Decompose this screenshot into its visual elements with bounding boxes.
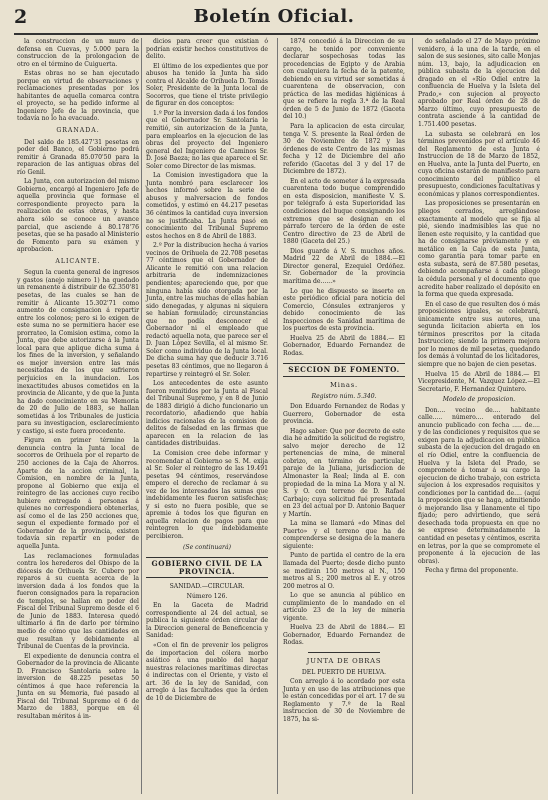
section-heading-granada: GRANADA. — [56, 127, 100, 135]
paragraph: Figura en primer término la denuncia contra la Junta local de socorros de Orihuela por el reparto de 250 acciones de la Caja de Ahorros. Aparte de la accion criminal, la Comision, en nombre de la Junta, propone al Gobierno que exija el reintegro de las acciones cuyo recibo hubiere entregado á personas á quienes no correspondiera obtenerlas, así como el de las 250 acciones que, segun el expediente formado por el Gobernador de la provincia, existen todavía sin repartir en poder de aquella Junta. — [17, 437, 139, 550]
section-heading-modelo: Modelo de proposicion. — [442, 396, 516, 404]
subsection-heading: DEL PUERTO DE HUELVA. — [301, 668, 387, 676]
paragraph: Con arreglo á lo acordado por esta Junta y en uso de las atribuciones que le están concedidas por el art. 17 de su Reglamento y 7.º de la Real instruccion de 30 de Noviembre de 1875, ha si- — [283, 678, 405, 723]
column-1 — [17, 38, 139, 723]
section-heading-alicante: ALICANTE. — [55, 257, 101, 265]
paragraph: Punto de partida el centro de la era llamada del Puerto; desde dicho punto se medirán 150 metros al N., 150 metros al S.; 200 metros al E. y otros 200 metros al O. — [283, 552, 405, 590]
column-3 — [283, 38, 405, 725]
paragraph: Segun la cuenta general de ingresos y gastos (anejo número 1) ha quedado un remanente á distribuir de 62.350'81 pesetas, de las cuales se han de remitir á Alicante 15.302'71 como aumento de consignacion á repartir entre los colonos; pero si lo exigen de este suma no se permitiera hacer ese prorrateo, la Comision estima, como la Junta, que debe autorizarse á la Junta local para que aplique dicha suma á los fines de la inversion, y señalando es mejor inversion entre las más necesitadas de los que sufrieron perjuicios en la inundacion. Los inexactitudes abusos cometidos en la provincia de Alicante, y de que la Junta ha dado conocimiento en su Memoria de 20 de Julio de 1883, se hallan sometidas á los Tribunales de justicia para su investigacion, esclarecimiento y castigo, si este fuera procedente. — [17, 269, 139, 435]
section-heading-minas: Minas. — [329, 380, 358, 389]
paragraph: Lo que he dispuesto se inserte en este periódico oficial para noticia del Comercio, Cónsules extranjeros y debido conocimiento de las Inspecciones de Sanidad marítima de los puertos de esta provincia. — [283, 287, 405, 333]
signature: Huelva 15 de Abril de 1884.— El Vicepresidente, M. Vazquez López.—El Secretario, F. Hernandez Quintero. — [418, 370, 540, 393]
paragraph: La Junta, con autorizacion del mismo Gobierno, encargó al Ingeniero Jefe de aquella provincia que formase el correspondiente proyecto para la realizacion de estas obras, y hasta ahora sólo se conoce un avance parcial, que asciende á 80.178'76 pesetas, que se ha pasado al Ministerio de Fomento para su exámen y aprobacion. — [17, 178, 139, 254]
paragraph: El expediente de denuncia contra el Gobernador de la provincia de Alicante D. Francisco Santolaria sobre la inversion de 48.225 pesetas 50 céntimos á que hace referencia la Junta en su Memoria, fué pasado al Fiscal del Tribunal Supremo el 6 de Marzo de 1883, porque en él resultaban méritos á in- — [17, 652, 139, 721]
separator — [308, 652, 380, 653]
column-divider — [412, 38, 413, 794]
paragraph: En el acto de someter á la expresada cuarentena todo buque comprendido en esta disposicion, manifieste V. S. por telégrafo á esta Superioridad las condiciones del buque consignando los extremos que se designan en el párrafo tercero de la órden de este Centro directivo de 23 de Abril de 1880 (Gaceta del 25.) — [283, 177, 405, 246]
signature: Huelva 23 de Abril de 1884.— El Gobernador, Eduardo Fernandez de Rodas. — [283, 624, 405, 647]
paragraph: En la Gaceta de Madrid correspondiente al 24 del actual, se publica la siguiente órden circular de la Direccion general de Beneficencia y Sanidad: — [146, 602, 268, 640]
paragraph: Las proposiciones se presentarán en pliegos cerrados, arreglándose exactamente al modelo que se fija al pié, siendo inadmisibles las que no llenen este requisito, y la cantidad que ha de consignarse préviamente y en metálico en la Caja de esta Junta, como garantía para tomar parte en esta subasta, será de 87.580 pesetas, debiendo acompañarse á cada pliego la cédula personal y el documento que acredite haber realizado el depósito en la forma que queda expresada. — [418, 200, 540, 299]
paragraph: Las reclamaciones formuladas contra los herederos del Obispo de la diócesis de Orihuela Sr. Cubero por reparos á su cuenta acerca de la inversion dada á los fondos que la fueron consignados para la reparacion de templos, se hallan en poder del Fiscal del Tribunal Supremo desde el 6 de Junio de 1883. Interesa quedó ultimarlo á fin de darlo por término medio de cómo que las cantidades en que resultan y debidamente al Tribunal de Cuentas de la provincia. — [17, 552, 139, 651]
signature: Huelva 25 de Abril de 1884.— El Gobernador, Eduardo Fernandez de Rodas. — [283, 334, 405, 357]
paragraph: Dios guarde á V. S. muchos años. Madrid 22 de Abril de 1884.—El Director general, Ezequiel Ordóñez. Sr. Gobernador de la provincia marítima de......» — [283, 247, 405, 285]
paragraph: 2.º Por la distribucion hecha á varios vecinos de Orihuela de 22.708 pesetas 77 céntimos que el Gobernador de Alicante le remitió con una relacion arbitraria de indemnizaciones pendientes; apareciendo que, por que ninguna había sido otorgada por la Junta, entre las muchas de ellas habían sido denegadas, y algunas ni siquiera se habían formulado; circunstancias que no podía desconocer el Gobernador ni el empleado que redactó aquella nota, que parece ser el D. Juan López Sevilla, el al mismo Sr. Soler como individuo de la Junta local. De dicha suma hay que deducir 3.716 pesetas 83 céntimos, que no llegaron á repartirse y reintegró el Sr. Soler. — [146, 242, 268, 378]
paragraph: «Con el fin de prevenir los peligros de importacion del cólera morbo asiático á una pueblo del hagar nuestras relaciones marítimas directas é indirectas con el Oriente, y visto el art. 36 de la ley de Sanidad, con arreglo á las facultades que la órden de 10 de Diciembre de — [146, 642, 268, 702]
paragraph: Los antecedentes de este asunto fueron remitidos por la Junta al Fiscal del Tribunal Supremo, y en 8 de Junio de 1883 dirigió á dicho funcionario un recordatorio, añadiendo que había indicios racionales de la comision de delitos de falsedad en las firmas que aparecen en la relacion de las cantidades distribuidas. — [146, 380, 268, 448]
paragraph: En el caso de que resulten dos ó más proposiciones iguales, se celebrará, únicamente entre sus autores, una segunda licitacion abierta en los términos prescritos por la citada Instruccion; siendo la primera mejora por lo menos de mil pesetas, quedando los demás á voluntad de los licitadores, siempre que no bajen de cien pesetas. — [418, 300, 540, 368]
section-heading-gobierno: GOBIERNO CIVIL DE LA PROVINCIA. — [146, 557, 268, 578]
publication-title: Boletín Oficial. — [193, 6, 355, 27]
page-number: 2 — [14, 6, 28, 28]
paragraph: Lo que se anuncia al público en cumplimiento de lo mandado en el artículo 23 de la ley de minería vigente. — [283, 592, 405, 622]
paragraph: Estas obras no se han ejecutado porque en virtud de observaciones y reclamaciones presentadas por los habitantes de aquella comarca contra el proyecto, se ha pedido informe al Ingeniero Jefe de la provincia, que todavía no lo ha evacuado. — [17, 70, 139, 123]
paragraph: La Comision cree debe informar y recomendar al Gobierno se S. M. exija al Sr. Soler el reintegro de las 19.491 pesetas 94 céntimos, reservándose empero el derecho de reclamar á su vez de los interesados las sumas que indebidamente les fueron satisfechas; y si esto no fuera posible, que se apremie á todos los que figuran en aquella relacion de pagos para que reintegren lo que indebidamente percibieron. — [146, 449, 268, 540]
paragraph: La mina se llamará «do Minas del Puerto» y el terreno que ha de comprenderse se designa de la manera siguiente: — [283, 520, 405, 550]
column-divider — [277, 38, 278, 794]
paragraph: Hago saber: Que por decreto de este dia he admitido la solicitud de registro, salvo mejor derecho de 12 pertenencias de mina, de mineral cobrizo, en término de particular, paraje de la Juliana, jurisdiccion de Almonaster la Real; linda al E. con propiedad de la mina La Mora y al N. S. y O. con terreno de D. Rafael Carbajo; cuya solicitud fué presentada en 23 del actual por D. Antonio Baquer y Martín. — [283, 427, 405, 518]
paragraph: Para la aplicacion de esta circular, tenga V. S. presente la Real órden de 30 de Noviembre de 1872 y las órdenes de este Centro de las mismas fecha y 12 de Diciembre del año referido (Gacetas del 3 y del 17 de Diciembre de 1872). — [283, 123, 405, 176]
paragraph: do señalado el 27 de Mayo próximo venidero, á la una de la tarde, en el salon de sus sesiones, sito calle Monjas núm. 13, bajo, la adjudicacion en pública subasta de la ejecucion del dragado en el «Río Odiel entre la confluencia de Huelva y la Isleta del Prado,» con sujecion al proyecto aprobado por Real órden de 28 de Marzo último, cuyo presupuesto de contrata asciende á la cantidad de 1.751.400 pesetas. — [418, 38, 540, 129]
subsection-heading: SANIDAD.—CIRCULAR. — [169, 583, 245, 591]
number-label: Número 126. — [186, 592, 228, 600]
column-2 — [146, 38, 268, 704]
paragraph: Don Eduardo Fernandez de Rodas y Guerrero, Gobernador de esta provincia. — [283, 403, 405, 426]
paragraph: Del saldo de 185.427'31 pesetas en poder del Banco, el Gobierno podrá remitir á Granada 85.070'50 para la reparacion de las antiguas obras del río Genil. — [17, 138, 139, 176]
section-heading-fomento: SECCION DE FOMENTO. — [283, 363, 405, 377]
paragraph: Fecha y firma del proponente. — [425, 567, 519, 575]
header-rule — [14, 33, 538, 35]
paragraph: 1.º Por la inversion dada á los fondos que el Gobernador Sr. Santolaria le remitió, sin autorizacion de la Junta, para emplearlos en la ejecucion de las obras del proyecto del Ingeniero general del Ingeniero de Caminos Sr. D. José Baeza; no las que aparece el Sr. Soler como Director de las mismas. — [146, 109, 268, 170]
column-4 — [418, 38, 540, 577]
paragraph: Don.... vecino de.... habitante calle..... número.... enterado del anuncio publicado con fecha ..... de.... y de las condiciones y requisitos que se exigen para la adjudicacion en pública subasta de la ejecucion del dragado en el río Odiel, entre la confluencia de Huelva y la Isleta del Prado, se compromete á tomar á su cargo la ejecucion de dicho trabajo, con estricta sujecion á los expresados requisitos y condiciones por la cantidad de.... (aquí la proposicion que se haga, admitiendo ó mejorando lisa y llanamente el tipo fijado; pero advirtiendo, que será desechada toda propuesta en que no se exprese determinadamente la cantidad en pesetas y céntimos, escrita en letras, por la que se compromete el proponente á la ejecucion de las obras). — [418, 406, 541, 565]
page-header — [0, 0, 548, 40]
paragraph: dicios para creer que existian ó podrían existir hechos constitutivos de delito. — [146, 38, 268, 61]
paragraph: la construccion de un muro de defensa en Cuevas, y 5.000 para la construccion de la prolongacion de otro en el término de Cuiguerta. — [17, 38, 139, 68]
paragraph: 1874 concedió á la Direccion de su cargo, he tenido por conveniente declarar sospechosas todas las procedencias de Egipto y de Arabia con cualquiera la fecha de la patente, debiendo en su virtud ser sometidas á cuarentena de observacion, con práctica de las medidas higiénicas á que se refiere la regla 3.ª de la Real órden de 5 de Junio de 1872 (Gaceta del 10.) — [283, 38, 405, 121]
registry-number: Registro núm. 5.340. — [311, 392, 377, 400]
paragraph: La Comision investigadora que la Junta nombró para esclarecer los hechos informó sobre la serie de abusos y malversacion de fondos cometidos, y estimó en 44.217 pesetas 36 céntimos la cantidad cuya inversion no se justificaba. La Junta pasó en conocimiento del Tribunal Supremo estos hechos en 8 de Abril de 1883. — [146, 172, 268, 240]
section-heading-junta: JUNTA DE OBRAS — [306, 657, 382, 666]
column-divider — [141, 38, 142, 794]
paragraph: La subasta se celebrará en los términos prevenidos por el artículo 46 del Reglamento de esta Junta é Instruccion de 18 de Marzo de 1852, en Huelva, ante la Junta del Puerto, en cuya oficina estarán de manifiesto para conocimiento del público el presupuesto, condiciones facultativas y económicas y planos correspondientes. — [418, 130, 540, 198]
paragraph: El último de los expedientes que por abusos ha tenido la Junta ha sido contra el Alcalde de Orihuela D. Tomás Soler, Presidente de la Junta local de Socorros, que tiene el triste privilegio de figurar en dos conceptos: — [146, 62, 268, 108]
continued-note: (Se continuará) — [183, 543, 231, 551]
